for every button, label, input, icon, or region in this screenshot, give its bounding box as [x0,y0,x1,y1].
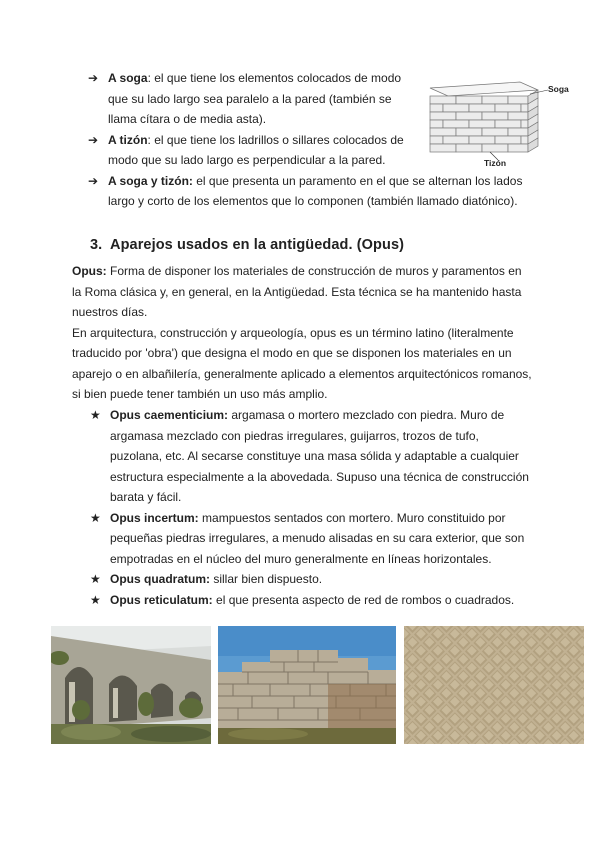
term-opus-quadratum: Opus quadratum: [110,572,211,586]
list-item-opus-quadratum [90,569,530,590]
definition-opus-incertum: mampuestos sentados con mortero. Muro constituido por pequeñas piedras irregulares, a menudo alisadas en su cara exterior, que son empotradas en el núcleo del muro generalmente en líneas horizontales. [110,510,525,566]
opus-definition: Forma de disponer los materiales de construcción de muros y paramentos en la Roma clásica y, en general, en la Antigüedad. Esta técnica se ha mantenido hasta nuestros días. [72,264,522,319]
term-opus-reticulatum: Opus reticulatum: [110,592,213,607]
definition-tizon: : el que tiene los ladrillos o sillares colocados de modo que su lado largo es perpendicular a la pared. [108,132,404,167]
photo-roman-arches [51,626,211,744]
term-soga-y-tizon: A soga y tizón: [108,173,193,188]
section-title: Aparejos usados en la antigüedad. (Opus) [110,237,405,253]
label-soga: Soga [548,84,569,94]
definition-opus-quadratum: sillar bien dispuesto. [210,572,323,586]
term-opus-incertum: Opus incertum: [110,510,199,525]
term-opus: Opus: [72,264,107,278]
brick-bond-diagram [420,74,580,170]
term-opus-caementicium: Opus caementicium: [110,408,229,422]
definition-opus-reticulatum: el que presenta aspecto de red de rombos o cuadrados. [212,592,515,607]
arrow-icon: ➔ [88,71,99,85]
list-item-opus-caementicium [90,405,530,508]
opus-intro [72,261,532,405]
definition-soga-y-tizon: el que presenta un paramento en el que se alternan los lados largo y corto de los elementos que lo componen (también llamado diatónico). [108,173,523,208]
list-item-soga-y-tizon [88,171,528,212]
label-tizon: Tizón [484,158,507,168]
paragraph-opus-definition [72,261,532,323]
arrow-icon: ➔ [88,173,99,188]
list-item-opus-incertum [90,508,530,570]
list-item-soga [88,68,413,130]
star-icon: ★ [90,572,101,586]
term-soga: A soga [108,71,148,85]
list-item-tizon [88,130,413,171]
definition-soga: : el que tiene los elementos colocados de modo que su lado largo sea paralelo a la pared (también se llama cítara o de media asta). [108,71,402,126]
paragraph-opus-etymology: En arquitectura, construcción y arqueología, opus es un término latino (literalmente traducido por 'obra') que designa el modo en que se disponen los materiales en un aparejo o en albañilería, generalmente aplicado a elementos arquitectónicos romanos, si bien puede tener también un uso más amplio. [72,325,532,401]
arrow-icon: ➔ [88,132,99,147]
term-tizon: A tizón [108,132,148,147]
star-icon: ★ [90,408,101,422]
section-heading [90,237,404,253]
photo-ashlar-wall [218,626,396,744]
definition-opus-caementicium: argamasa o mortero mezclado con piedra. Muro de argamasa mezclado con piedras irregulares, guijarros, trozos de tufo, puzolana, etc. Al secarse constituye una masa sólida y adaptable a cualquier estructura especialmente a la abovedada. Supuso una técnica de construcción barata y fácil. [110,408,529,504]
star-icon: ★ [90,592,101,607]
opus-types-list [90,405,530,610]
section-number: 3. [90,237,103,253]
star-icon: ★ [90,510,101,525]
photo-reticulatum-wall [404,626,584,744]
list-item-opus-reticulatum [90,590,530,611]
